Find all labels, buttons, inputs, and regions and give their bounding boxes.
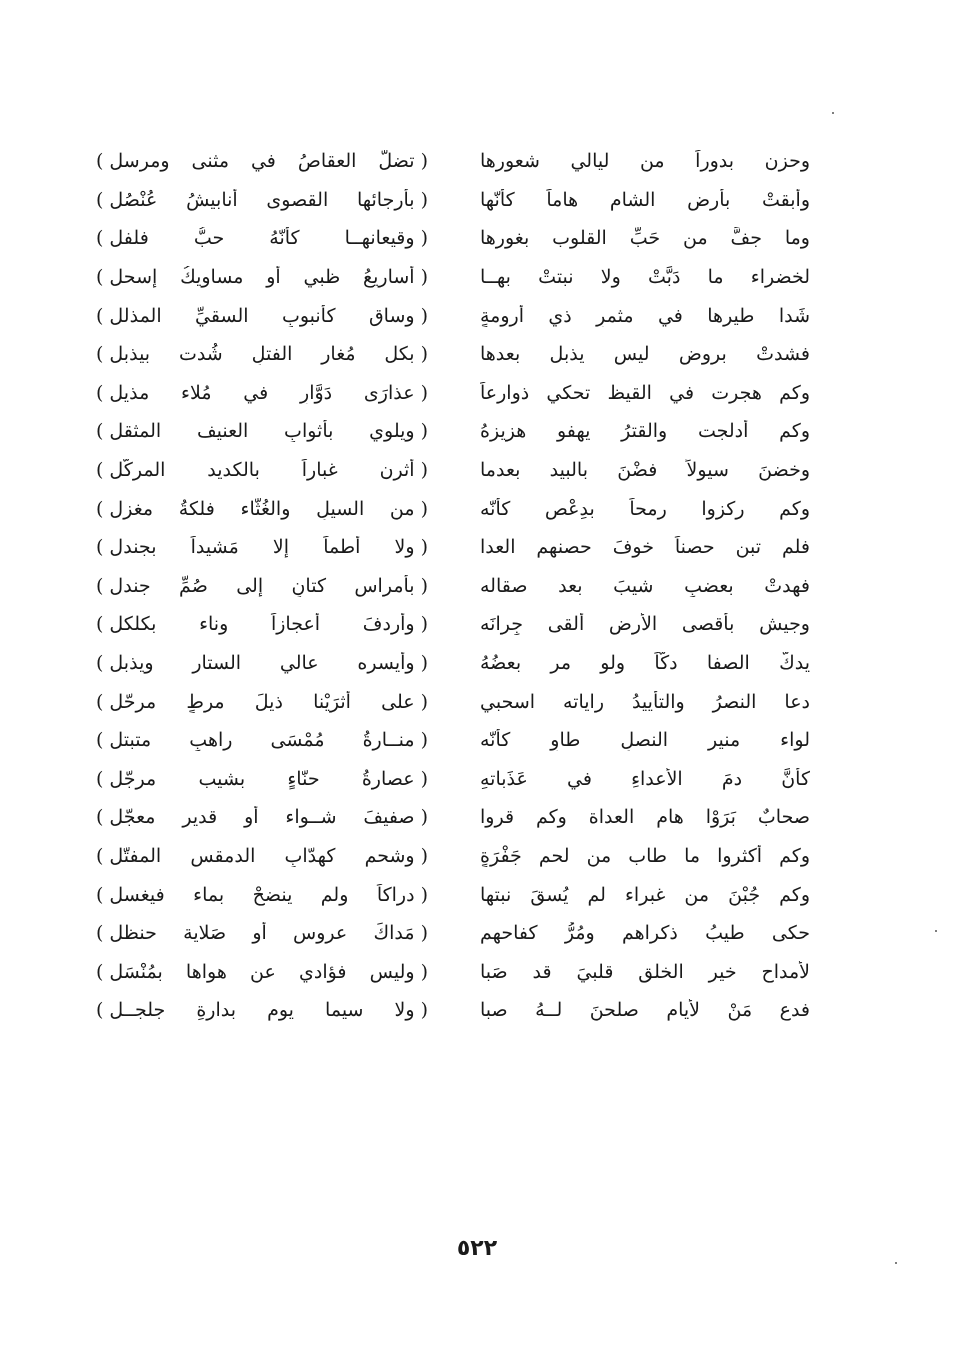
verse-second-hemistich (96, 613, 428, 635)
verse-second-hemistich (96, 150, 428, 172)
verse-first-hemistich: وحزن بدوراً من ليالي شعورها (480, 150, 810, 173)
verse-second-hemistich (96, 961, 428, 983)
verse-first-hemistich: لخضراء ما دَبَّتْ ولا نبتتْ بهــا (480, 266, 810, 289)
verse-line (80, 605, 810, 644)
verse-line (80, 991, 810, 1030)
verse-second-text: بكل مُغار الفتلِ شُدت بيذبل (109, 343, 415, 366)
open-bracket: ( (420, 652, 428, 675)
open-bracket: ( (420, 188, 428, 211)
open-bracket: ( (420, 767, 428, 790)
close-bracket: ) (96, 150, 104, 173)
verse-second-text: على أثرَيْنا ذيلَ مرطٍ مرحّل (109, 690, 415, 713)
open-bracket: ( (420, 343, 428, 366)
verse-line (80, 875, 810, 914)
verse-line (80, 258, 810, 297)
open-bracket: ( (420, 381, 428, 404)
verse-second-hemistich (96, 189, 428, 211)
verse-second-text: ولا سيما يومٍ بدارةِ جلجــل (109, 999, 415, 1022)
verse-line (80, 296, 810, 335)
verse-second-hemistich (96, 652, 428, 674)
verse-second-hemistich (96, 845, 428, 867)
verse-first-hemistich: لواء منير النصلِ طاوٍ كأنّه (480, 729, 810, 752)
verse-first-hemistich: لأمداحِ خيرِ الخلق قلبيَ قد صَبا (480, 960, 810, 983)
verse-line (80, 760, 810, 799)
open-bracket: ( (420, 960, 428, 983)
verse-second-hemistich (96, 884, 428, 906)
verse-first-hemistich: وكم ركزوا رمحاً بدِعْصٍ كأنّه (480, 497, 810, 520)
verse-line (80, 142, 810, 181)
close-bracket: ) (96, 459, 104, 482)
close-bracket: ) (96, 960, 104, 983)
verse-second-hemistich (96, 536, 428, 558)
verse-line (80, 412, 810, 451)
verse-second-text: وشحمٍ كهدّابِ الدمقسِ المفتّل (109, 844, 415, 867)
verse-second-hemistich (96, 498, 428, 520)
close-bracket: ) (96, 420, 104, 443)
verse-second-text: عذارَى دَوَّارٍ في مُلاء مذيل (109, 381, 415, 404)
close-bracket: ) (96, 381, 104, 404)
open-bracket: ( (420, 304, 428, 327)
verse-first-hemistich: كأنَّ دمَ الأعداءِ في عَذَباتهِ (480, 767, 810, 790)
verse-line (80, 374, 810, 413)
verse-second-text: وليس فؤادي عن هواها بمُنْسَل (109, 960, 415, 983)
open-bracket: ( (420, 497, 428, 520)
close-bracket: ) (96, 343, 104, 366)
verse-first-hemistich: صحابٌ بَرَوْا هام العداة وكم قروا (480, 806, 810, 829)
scan-speck (935, 930, 937, 932)
verse-second-hemistich (96, 343, 428, 365)
verse-second-hemistich (96, 227, 428, 249)
verse-second-text: منــارةُ مُمْسَى راهبٍ متبتل (109, 729, 415, 752)
verse-first-hemistich: حكى طيبُ ذكراهم ومُرُّ كفاحهم (480, 922, 810, 945)
poem-verses (80, 142, 810, 1030)
open-bracket: ( (420, 266, 428, 289)
open-bracket: ( (420, 922, 428, 945)
verse-second-hemistich (96, 382, 428, 404)
open-bracket: ( (420, 883, 428, 906)
verse-line (80, 335, 810, 374)
close-bracket: ) (96, 922, 104, 945)
close-bracket: ) (96, 767, 104, 790)
verse-first-hemistich: وكم جُبْنَ من غبراء لم يُسقَ نبتها (480, 883, 810, 906)
verse-line (80, 798, 810, 837)
verse-first-hemistich: وأبقتْ بأرضِ الشام هاماً كأنّها (480, 188, 810, 211)
close-bracket: ) (96, 266, 104, 289)
verse-second-text: وقيعانهــا كأنّهُ حبُّ فلفل (109, 227, 415, 250)
verse-second-hemistich (96, 691, 428, 713)
verse-line (80, 181, 810, 220)
verse-second-text: وأردفَ أعجازاً وناء بكلكل (109, 613, 415, 636)
verse-first-hemistich: فشدتْ بروضٍ ليس يذبل بعدها (480, 343, 810, 366)
verse-second-hemistich (96, 768, 428, 790)
close-bracket: ) (96, 536, 104, 559)
verse-second-text: وساقٍ كأنبوبِ السقيِّ المذلل (109, 304, 415, 327)
open-bracket: ( (420, 420, 428, 443)
verse-line (80, 914, 810, 953)
close-bracket: ) (96, 304, 104, 327)
verse-line (80, 952, 810, 991)
verse-second-text: ويلوي بأثوابِ العنيف المثقل (109, 420, 415, 443)
close-bracket: ) (96, 227, 104, 250)
verse-first-hemistich: وكم أدلجت والقترُ يهفو هزيزهُ (480, 420, 810, 443)
verse-second-hemistich (96, 305, 428, 327)
close-bracket: ) (96, 188, 104, 211)
close-bracket: ) (96, 613, 104, 636)
open-bracket: ( (420, 613, 428, 636)
verse-first-hemistich: وخضنَ سيولاً فضْنَ بالبيد بعدما (480, 459, 810, 482)
close-bracket: ) (96, 497, 104, 520)
close-bracket: ) (96, 999, 104, 1022)
verse-second-text: تضلُّ العقاصُ في مثنى ومرسل (109, 150, 415, 173)
verse-line (80, 721, 810, 760)
close-bracket: ) (96, 806, 104, 829)
open-bracket: ( (420, 999, 428, 1022)
verse-second-hemistich (96, 575, 428, 597)
verse-second-text: من السيلِ والغُثّاء فلكةُ مغزل (109, 497, 415, 520)
verse-second-text: عصارةُ حنّاءٍ بشيب مرجّل (109, 767, 415, 790)
verse-second-text: دراكاً ولم ينضحْ بماء فيغسل (109, 883, 415, 906)
verse-first-hemistich: فدع مَنْ لأيامٍ صلحنَ لــهُ صبا (480, 999, 810, 1022)
verse-second-text: بأرجائها القصوى أنابيشُ عُنْصُل (109, 188, 415, 211)
open-bracket: ( (420, 729, 428, 752)
verse-second-text: وأيسره عالي الستارِ ويذبل (109, 652, 415, 675)
verse-first-hemistich: فلم تبنِ حصناً خوفَ حصنهم العدا (480, 536, 810, 559)
verse-first-hemistich: وكم هجرت في القيظ تحكي ذوارعاً (480, 381, 810, 404)
open-bracket: ( (420, 690, 428, 713)
close-bracket: ) (96, 883, 104, 906)
open-bracket: ( (420, 227, 428, 250)
verse-second-hemistich (96, 459, 428, 481)
verse-first-hemistich: وكم أكثروا ما طاب من لحمِ جَفْرَةٍ (480, 844, 810, 867)
open-bracket: ( (420, 806, 428, 829)
verse-line (80, 567, 810, 606)
verse-first-hemistich: وما جفَّ من حَبِّ القلوب بغورها (480, 227, 810, 250)
verse-second-hemistich (96, 729, 428, 751)
verse-line (80, 489, 810, 528)
verse-second-hemistich (96, 420, 428, 442)
close-bracket: ) (96, 690, 104, 713)
verse-second-hemistich (96, 922, 428, 944)
close-bracket: ) (96, 844, 104, 867)
verse-second-text: أساريعُ ظبيٍ أو مساويكُ إسحل (109, 266, 415, 289)
verse-line (80, 219, 810, 258)
verse-first-hemistich: شَدا طيرها في مثمرٍ ذي أرومةٍ (480, 304, 810, 327)
page-number: ٥٢٢ (456, 1236, 498, 1261)
verse-second-hemistich (96, 999, 428, 1021)
verse-line (80, 644, 810, 683)
verse-first-hemistich: دعا النصرُ والتأييدُ راياته اسحبي (480, 690, 810, 713)
verse-line (80, 451, 810, 490)
verse-second-text: أثرن غباراً بالكديد المركّل (109, 459, 415, 482)
verse-second-text: صفيفَ شــواء أو قدير معجّل (109, 806, 415, 829)
verse-line (80, 682, 810, 721)
verse-first-hemistich: يدكُّ الصفا دكّاً ولو مر بعضُهُ (480, 652, 810, 675)
close-bracket: ) (96, 652, 104, 675)
verse-second-text: مَداكَ عروسٍ أو صَلاية حنظل (109, 922, 415, 945)
verse-second-text: ولا أطماً إلا مَشيداً بجندل (109, 536, 415, 559)
verse-first-hemistich: وجيشٍ بأقصى الأرضِ ألقى جِرانَه (480, 613, 810, 636)
open-bracket: ( (420, 844, 428, 867)
open-bracket: ( (420, 150, 428, 173)
open-bracket: ( (420, 536, 428, 559)
scan-speck (895, 1262, 897, 1264)
verse-line (80, 837, 810, 876)
close-bracket: ) (96, 574, 104, 597)
verse-first-hemistich: فهدتْ بعضبٍ شيبَ بعد صقاله (480, 574, 810, 597)
verse-second-text: بأمراسِ كتانٍ إلى صُمِّ جندل (109, 574, 415, 597)
verse-second-hemistich (96, 806, 428, 828)
verse-line (80, 528, 810, 567)
open-bracket: ( (420, 574, 428, 597)
open-bracket: ( (420, 459, 428, 482)
scan-speck (832, 112, 834, 114)
verse-second-hemistich (96, 266, 428, 288)
close-bracket: ) (96, 729, 104, 752)
